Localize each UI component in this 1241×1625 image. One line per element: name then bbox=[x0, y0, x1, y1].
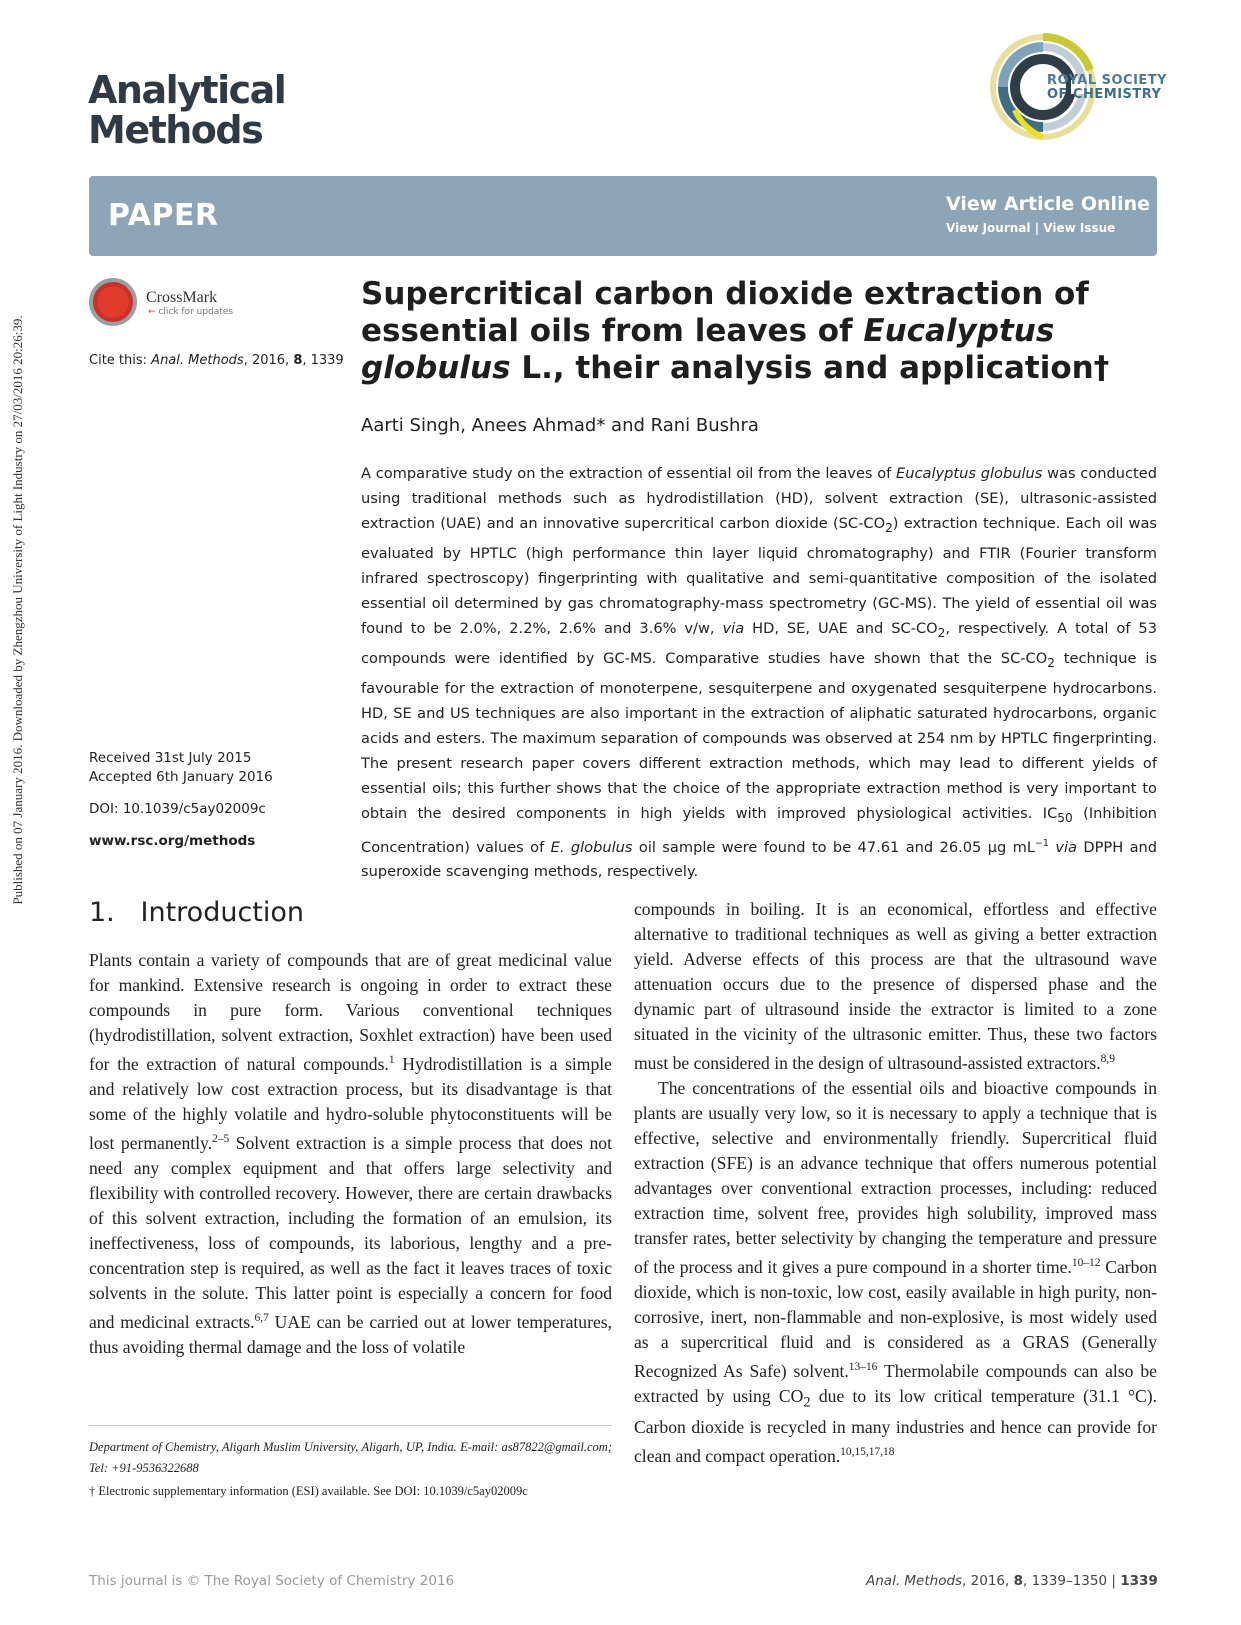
cite-prefix: Cite this: bbox=[89, 353, 148, 368]
body-text: Thermolabile compounds can also be extracted by using CO bbox=[634, 1360, 1157, 1406]
reference[interactable]: 1 bbox=[388, 1054, 395, 1066]
cite-volume: 8 bbox=[293, 353, 303, 368]
subscript: 2 bbox=[803, 1394, 811, 1411]
footnote-divider bbox=[89, 1425, 612, 1426]
body-text: compounds in boiling. It is an economical, effortless and effective alternative to traditional techniques as well as giving a better extraction yield. Adverse effects of this process are that the ultrasound wave attenuation occurs due to the presence of dispersed phase and the dynamic part of ultrasound inside the extractor is limited to a zone situated in the vicinity of the ultrasonic emitter. Thus, these two factors must be considered in the design of ultrasound-assisted extractors. bbox=[634, 899, 1157, 1073]
body-text: The concentrations of the essential oils and bioactive compounds in plants are usually very low, so it is necessary to apply a technique that is effective, selective and environmentally friendly. Supercritical fluid extraction (SFE) is an advance technique that offers numerous potential advantages over conventional extraction processes, including: reduced extraction time, solvent free, provides high solubility, improved mass transfer rates, better selectivity by changing the temperature and pressure of the process and it gives a pure compound in a shorter time. bbox=[634, 1077, 1157, 1277]
abstract-text: (Inhibition Concentration) values of bbox=[361, 804, 1157, 856]
abstract-italic: via bbox=[722, 619, 745, 637]
view-journal-link[interactable]: View Journal bbox=[946, 221, 1031, 235]
doi[interactable]: DOI: 10.1039/c5ay02009c bbox=[89, 801, 266, 817]
body-text: Hydrodistillation is a simple and relatively low cost extraction process, but its disadvantage is that some of the highly volatile and hydro-soluble phytoconstituents will be lost permanently. bbox=[89, 1053, 612, 1153]
reference[interactable]: 6,7 bbox=[254, 1311, 269, 1324]
abstract-text: , respectively. A total of 53 compounds were identified by GC-MS. Comparative studies have shown that the SC-CO bbox=[361, 619, 1157, 667]
body-column-1 bbox=[89, 948, 612, 1360]
footer-copyright: This journal is © The Royal Society of Chemistry 2016 bbox=[89, 1573, 455, 1589]
authors: Aarti Singh, Anees Ahmad* and Rani Bushra bbox=[361, 415, 759, 436]
abstract-italic: Eucalyptus globulus bbox=[896, 465, 1043, 482]
footer-journal: Anal. Methods bbox=[866, 1573, 963, 1589]
reference[interactable]: 8,9 bbox=[1100, 1053, 1115, 1065]
abstract-text: DPPH and superoxide scavenging methods, respectively. bbox=[361, 838, 1158, 881]
title-start: Supercritical carbon dioxide extraction of essential oils from leaves of bbox=[361, 276, 1089, 349]
crossmark-sub bbox=[148, 307, 233, 317]
banner-links bbox=[946, 221, 1115, 235]
download-sidebar: Published on 07 January 2016. Downloaded by Zhengzhou University of Light Industry on 27/03/2016 20:26:39. bbox=[10, 315, 25, 905]
abstract-text: A comparative study on the extraction of essential oil from the leaves of bbox=[361, 465, 897, 482]
affiliation-footnote: Department of Chemistry, Aligarh Muslim University, Aligarh, UP, India. E-mail: as87822@gmail.com; Tel: +91-9536322688 bbox=[89, 1440, 612, 1475]
reference[interactable]: 13–16 bbox=[848, 1360, 878, 1373]
abstract-text: ) extraction technique. Each oil was evaluated by HPTLC (high performance thin layer liquid chromatography) and FTIR (Fourier transform infrared spectroscopy) fingerprinting with qualitative and semi-quantitative composition of the isolated essential oil determined by gas chromatography-mass spectrometry (GC-MS). The yield of essential oil was found to be 2.0%, 2.2%, 2.6% and 3.6% v/w, bbox=[361, 515, 1157, 637]
body-text: due to its low critical temperature (31.1 °C). Carbon dioxide is recycled in many industries and hence can provide for clean and compact operation. bbox=[634, 1385, 1158, 1466]
reference[interactable]: 2–5 bbox=[212, 1132, 230, 1145]
superscript: −1 bbox=[1034, 837, 1049, 849]
abstract-text: HD, SE, UAE and SC-CO bbox=[744, 619, 938, 637]
cite-page: , 1339 bbox=[302, 353, 344, 368]
body-column-2 bbox=[634, 897, 1157, 1469]
title-italic: Eucalyptus globulus bbox=[361, 313, 1055, 386]
crossmark-label[interactable]: CrossMark bbox=[146, 289, 218, 306]
section-number: 1. bbox=[89, 897, 115, 928]
section-heading bbox=[89, 897, 304, 928]
abstract-text: oil sample were found to be 47.61 and 26.05 μg mL bbox=[632, 838, 1035, 856]
subscript: 2 bbox=[937, 625, 946, 640]
article-title bbox=[361, 276, 1161, 387]
abstract bbox=[361, 461, 1157, 884]
footer-year: , 2016, bbox=[962, 1573, 1014, 1589]
cite-year: , 2016, bbox=[243, 353, 294, 368]
subscript: 2 bbox=[885, 520, 893, 535]
page-number: 1339 bbox=[1120, 1573, 1158, 1589]
view-article-online-link[interactable]: View Article Online bbox=[946, 193, 1150, 215]
arrow-left-icon: ← bbox=[148, 307, 156, 317]
crossmark-icon[interactable] bbox=[89, 278, 137, 326]
article-type-label: PAPER bbox=[108, 198, 219, 233]
abstract-text: was conducted using traditional methods such as hydrodistillation (HD), solvent extraction (SE), ultrasonic-assisted extraction (UAE) and an innovative supercritical carbon dioxide (SC-CO bbox=[361, 465, 1157, 532]
journal-title-line2: Methods bbox=[88, 108, 263, 152]
accepted-date: Accepted 6th January 2016 bbox=[89, 769, 273, 785]
received-date: Received 31st July 2015 bbox=[89, 750, 252, 766]
subscript: 2 bbox=[1047, 655, 1055, 670]
body-text: Solvent extraction is a simple process that does not need any complex equipment and that offers large selectivity and flexibility with controlled recovery. However, there are certain drawbacks of this solvent extraction, including the formation of an emulsion, its ineffectiveness, loss of compounds, its laborious, lengthy and a pre-concentration step is required, as well as the fact it leaves traces of toxic solvents in the solute. This latter point is especially a concern for food and medicinal extracts. bbox=[89, 1132, 612, 1332]
body-text: UAE can be carried out at lower temperatures, thus avoiding thermal damage and the loss of volatile bbox=[89, 1311, 612, 1357]
subscript: 50 bbox=[1057, 810, 1073, 825]
reference[interactable]: 10,15,17,18 bbox=[840, 1446, 895, 1459]
body-text: Carbon dioxide, which is non-toxic, low cost, easily available in high purity, non-corrosive, inert, non-flammable and non-explosive, is most widely used as a supercritical fluid and is considered as a GRAS (Generally Recognized As Safe) solvent. bbox=[634, 1256, 1158, 1381]
cite-journal: Anal. Methods bbox=[151, 353, 244, 368]
title-end: L., their analysis and application† bbox=[510, 350, 1110, 386]
crossmark-sub-label: click for updates bbox=[158, 307, 234, 317]
paragraph bbox=[634, 1076, 1157, 1469]
footer-volume: 8 bbox=[1013, 1573, 1023, 1589]
banner-separator: | bbox=[1034, 221, 1040, 235]
footer-separator: | bbox=[1107, 1573, 1121, 1589]
reference[interactable]: 10–12 bbox=[1071, 1256, 1101, 1269]
publisher-line1: ROYAL SOCIETY bbox=[1047, 73, 1168, 88]
abstract-italic: E. globulus bbox=[550, 838, 633, 856]
journal-url[interactable]: www.rsc.org/methods bbox=[89, 833, 256, 849]
publisher-line2: OF CHEMISTRY bbox=[1047, 87, 1162, 102]
footer-pages: , 1339–1350 bbox=[1023, 1573, 1108, 1589]
body-text: Plants contain a variety of compounds that are of great medicinal value for mankind. Extensive research is ongoing in order to extract these compounds in pure form. Various conventional techniques (hydrodistillation, solvent extraction, Soxhlet extraction) have been used for the extraction of natural compounds. bbox=[89, 950, 612, 1074]
journal-title bbox=[88, 70, 285, 150]
publisher-name bbox=[1047, 74, 1167, 102]
abstract-text: technique is favourable for the extraction of monoterpene, sesquiterpene and oxygenated sesquiterpene hydrocarbons. HD, SE and US techniques are also important in the extraction of aliphatic saturated hydrocarbons, organic acids and esters. The maximum separation of compounds was observed at 254 nm by HPTLC fingerprinting. The present research paper covers different extraction methods, which may lead to different yields of essential oils; this further shows that the choice of the appropriate extraction method is very important to obtain the desired components in high yields with improved physiological activities. IC bbox=[361, 649, 1157, 822]
section-title-text: Introduction bbox=[140, 897, 305, 928]
journal-title-line1: Analytical bbox=[88, 68, 286, 112]
esi-footnote: † Electronic supplementary information (ESI) available. See DOI: 10.1039/c5ay02009c bbox=[89, 1484, 528, 1498]
article-type-banner bbox=[89, 176, 1157, 256]
abstract-italic: via bbox=[1055, 838, 1077, 856]
footer-citation bbox=[866, 1573, 1158, 1589]
citation bbox=[89, 353, 344, 368]
view-issue-link[interactable]: View Issue bbox=[1043, 221, 1116, 235]
